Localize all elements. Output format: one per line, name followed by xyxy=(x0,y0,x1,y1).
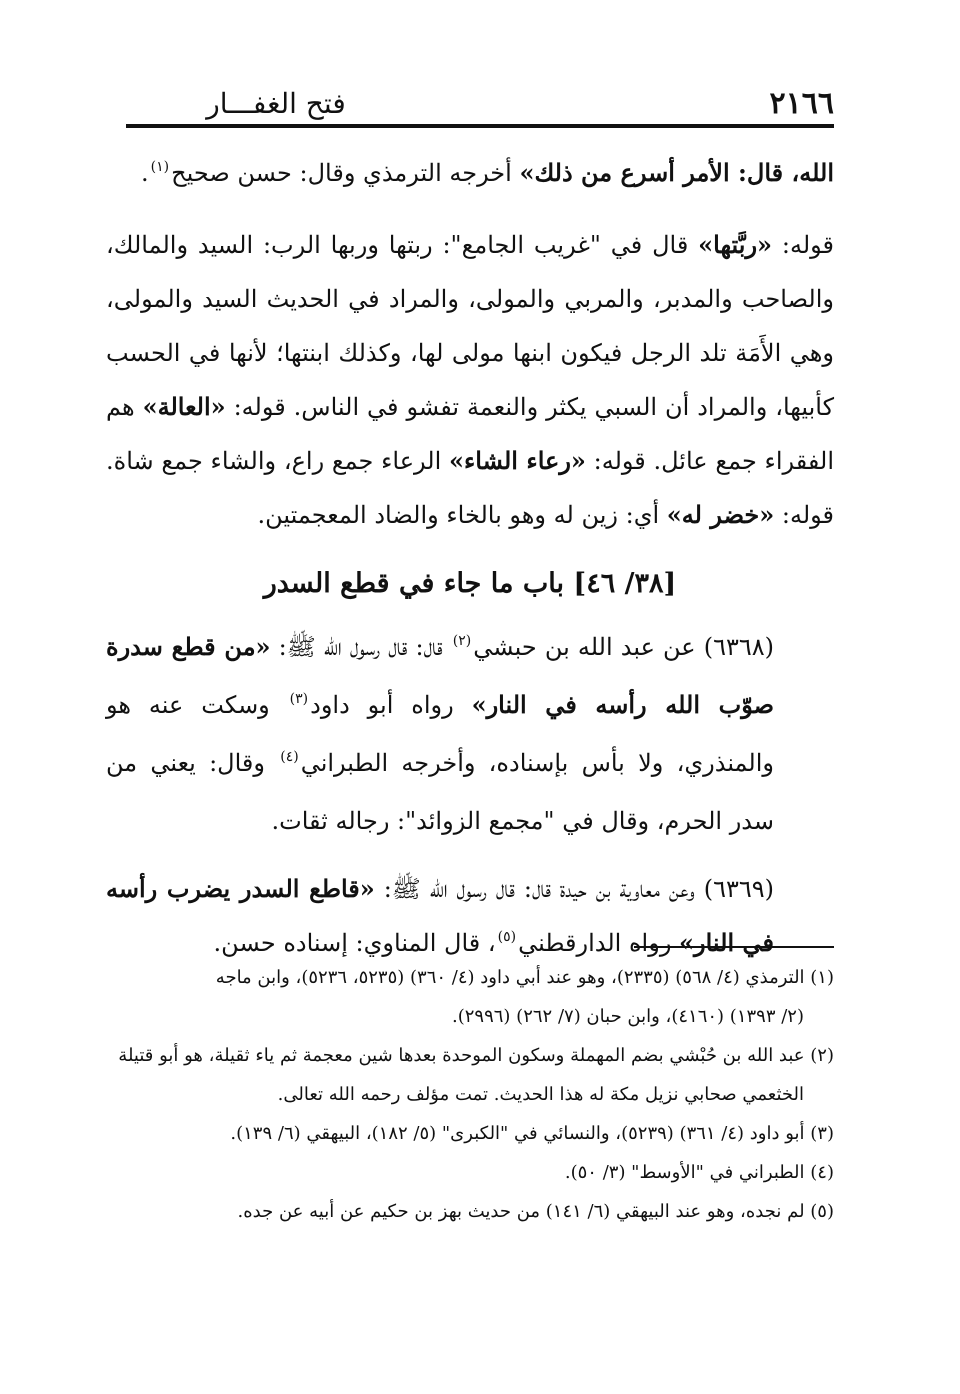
bold-term: «ربَّتها» xyxy=(698,230,773,259)
text-run: وسكت عنه هو والمنذري، ولا بأس بإسناده، وأخرجه الطبراني xyxy=(106,691,774,777)
text-run: وعن معاوية بن حيدة قال: قال رسول الله ﷺ: xyxy=(374,875,704,903)
text-run: الرعاء جمع راع، والشاء جمع شاة. قوله: xyxy=(106,447,834,529)
footnote-ref: (١) xyxy=(150,159,170,175)
header-rule xyxy=(126,124,834,128)
text-run: أخرجه الترمذي وقال: حسن صحيح xyxy=(171,159,520,187)
text-run: أي: زين له وهو بالخاء والضاد المعجمتين. xyxy=(257,501,667,529)
bold-quote: «قاطع السدر يضرب رأسه في النار» xyxy=(106,874,774,957)
footnote-ref: (٣) xyxy=(289,691,309,707)
footnote-4: (٤) الطبراني في "الأوسط" (٣/ ٥٠). xyxy=(564,1162,834,1183)
text-run: هم الفقراء جمع عائل. قوله: xyxy=(106,393,834,475)
footnote-ref: (٤) xyxy=(280,749,299,765)
text-run: عن عبد الله بن حبشي xyxy=(473,633,704,661)
footnote-2-cont: الخثعمي صحابي نزيل مكة له هذا الحديث. تمت مؤلف رحمه الله تعالى. xyxy=(277,1084,804,1105)
page-number: ٢١٦٦ xyxy=(769,86,834,121)
text-run: ، قال المناوي: إسناده حسن. xyxy=(213,929,496,957)
footnote-ref: (٢) xyxy=(452,633,472,649)
footnote-rule xyxy=(634,946,834,948)
running-header xyxy=(126,84,834,124)
chapter-heading: [٣٨/ ٤٦] باب ما جاء في قطع السدر xyxy=(263,568,677,599)
text-run: قوله: xyxy=(772,231,835,259)
text-run: . xyxy=(141,159,149,187)
paragraph-continuation xyxy=(106,146,834,204)
hadith-number: (٦٣٦٨) xyxy=(703,633,774,661)
paragraph-commentary xyxy=(106,218,834,542)
bold-quote: الله، قال: الأمر أسرع من ذلك» xyxy=(519,158,834,187)
running-title: فتح الغفـــار xyxy=(206,87,346,120)
text-run: رواه أبو داود xyxy=(310,691,472,719)
footnote-ref: (٥) xyxy=(497,929,517,945)
bold-term: «خضر له» xyxy=(666,500,775,529)
hadith-6368 xyxy=(106,620,834,848)
bold-term: «العالة» xyxy=(142,392,226,421)
footnote-2: (٢) عبد الله بن حُبْشي بضم المهملة وسكون الموحدة بعدها شين معجمة ثم ياء ثقيلة، هو أبو قتيلة xyxy=(118,1045,834,1066)
footnote-1-cont: (٢/ ١٣٩٣) (٤١٦٠)، وابن حبان (٧/ ٢٦٢) (٢٩٩٦). xyxy=(452,1006,804,1027)
footnote-5: (٥) لم نجده، وهو عند البيهقي (٦/ ١٤١) من حديث بهز بن حكيم عن أبيه عن جده. xyxy=(237,1201,834,1222)
text-run: قال في "غريب الجامع": ربتها وربها الرب: السيد والمالك، والصاحب والمدبر، والمربي والمولى، والمراد في الحديث السيد والمولى، وهي الأَمَة تلد الرجل فيكون ابنها مولى لها، وكذلك ابنتها؛ لأنها في الحسب كأبيها، والمراد أن السبي يكثر والنعمة تفشو في الناس. قوله: xyxy=(106,231,835,421)
text-run: قال: قال رسول الله ﷺ: xyxy=(270,633,451,661)
text-run: رواه الدارقطني xyxy=(518,929,680,957)
text-run: وقال: يعني من سدر الحرم، وقال في "مجمع الزوائد": رجاله ثقات. xyxy=(106,749,774,835)
bold-term: «رعاء الشاء» xyxy=(448,446,586,475)
footnote-3: (٣) أبو داود (٤/ ٣٦١) (٥٢٣٩)، والنسائي في "الكبرى" (٥/ ١٨٢)، البيهقي (٦/ ١٣٩). xyxy=(230,1123,834,1144)
footnote-1: (١) الترمذي (٤/ ٥٦٨) (٢٣٣٥)، وهو عند أبي داود (٤/ ٣٦٠) (٥٢٣٥، ٥٢٣٦)، وابن ماجه xyxy=(215,967,834,988)
bold-quote: «من قطع سدرة صوّب الله رأسه في النار» xyxy=(106,632,775,719)
main-text xyxy=(106,146,834,974)
footnotes xyxy=(106,958,834,1231)
hadith-number: (٦٣٦٩) xyxy=(703,875,774,903)
